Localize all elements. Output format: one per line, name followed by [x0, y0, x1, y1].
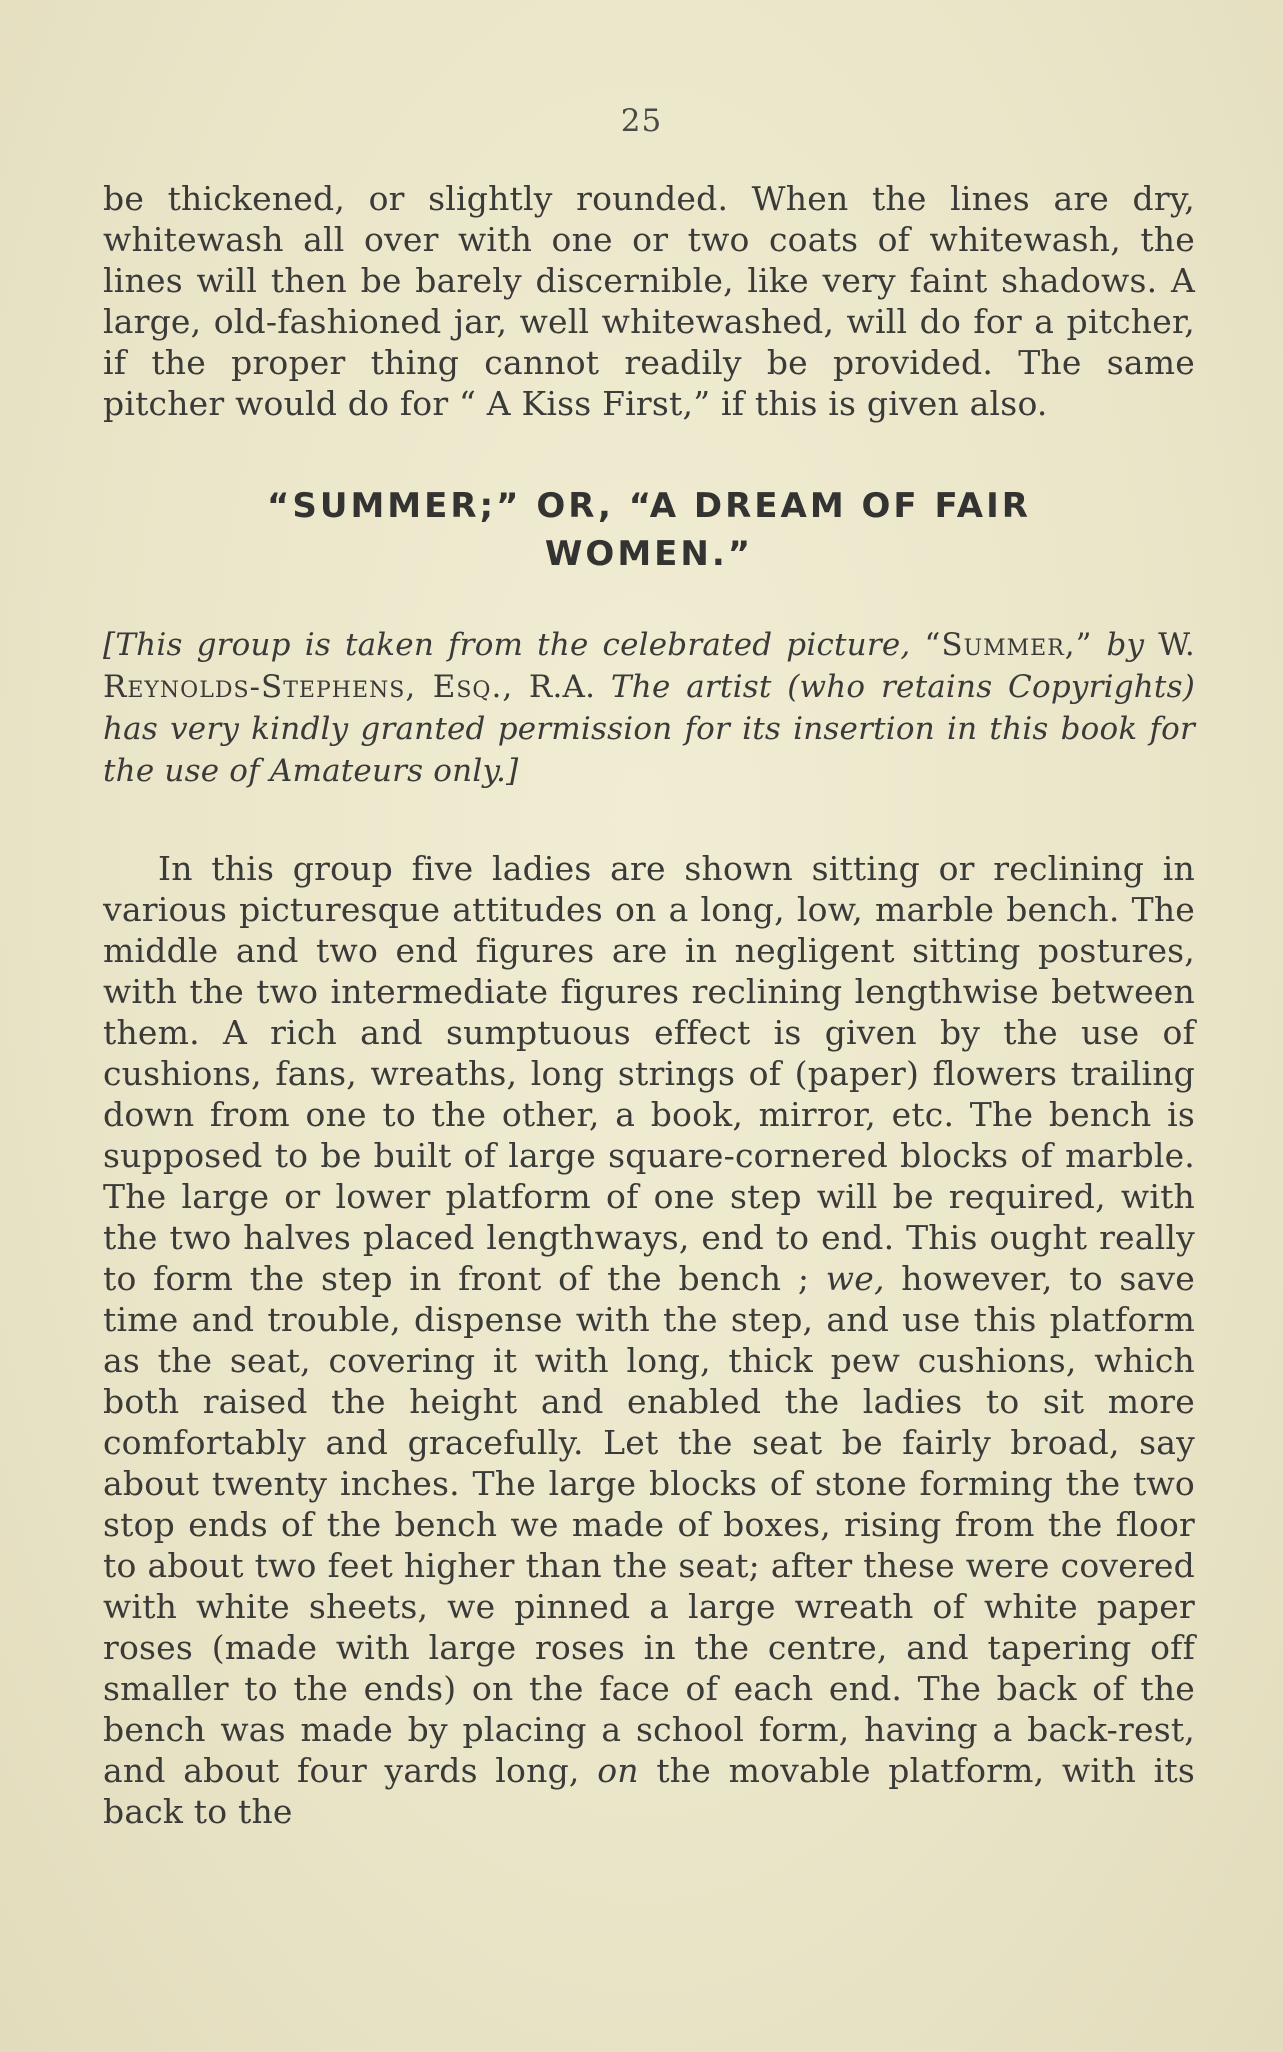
- note-author-initial: W.: [1158, 627, 1195, 663]
- credit-note: [103, 624, 1195, 792]
- body-text-2: however, to save time and trouble, dispense with the step, and use this platform as the seat, covering it with long, thick pew cushions, which both raised the height and enabled the ladies to sit more comfortably and gracefully. Let the seat be fairly broad, say about twenty inches. The large blocks of stone forming the two stop ends of the bench we made of boxes, rising from the floor to about two feet higher than the seat; after these were covered with white sheets, we pinned a large wreath of white paper roses (made with large roses in the centre, and tapering off smaller to the ends) on the face of each end. The back of the bench was made by placing a school form, having a back-rest, and about four yards long,: [103, 1259, 1195, 1790]
- page-number: 25: [620, 103, 663, 139]
- note-picture-title: “Summer,”: [924, 627, 1093, 663]
- note-author-name: Reynolds-Stephens, Esq.,: [103, 669, 514, 705]
- section-heading-line-1: “SUMMER;” OR, “A DREAM OF FAIR: [267, 486, 1031, 526]
- intro-paragraph: be thickened, or slightly rounded. When the lines are dry, whitewash all over with one or two coats of whitewash, the lines will then be barely discernible, like very faint shadows. A large, old-fashioned jar, well whitewashed, will do for a pitcher, if the proper thing cannot readily be provided. The same pitcher would do for “ A Kiss First,” if this is given also.: [103, 179, 1195, 423]
- note-by: by: [1092, 627, 1159, 663]
- note-text-2: The artist (who retains Copyrights) has very kindly granted permission for its insertion in this book for the use of Amateurs only.: [103, 669, 1195, 789]
- note-open-bracket: [: [103, 627, 116, 663]
- section-heading: [103, 482, 1195, 578]
- section-heading-line-2: WOMEN.”: [544, 534, 754, 574]
- note-text-1: This group is taken from the celebrated picture,: [115, 627, 925, 663]
- body-text-1: In this group five ladies are shown sitting or reclining in various picturesque attitudes on a long, low, marble bench. The middle and two end figures are in negligent sitting postures, with the two intermediate figures reclining lengthwise between them. A rich and sumptuous effect is given by the use of cushions, fans, wreaths, long strings of (paper) flowers trailing down from one to the other, a book, mirror, etc. The bench is supposed to be built of large square-cornered blocks of marble. The large or lower platform of one step will be required, with the two halves placed lengthways, end to end. This ought really to form the step in front of the bench ;: [103, 849, 1195, 1298]
- note-author-ra: R.A.: [513, 669, 611, 705]
- note-close-bracket: ]: [506, 753, 519, 789]
- body-paragraph: [103, 848, 1195, 1832]
- body-text-3: the movable platform, with its back to the: [103, 1751, 1195, 1831]
- body-emphasis-on: on: [597, 1751, 639, 1790]
- body-emphasis-we: we,: [825, 1259, 885, 1298]
- page-content: [103, 178, 1195, 1832]
